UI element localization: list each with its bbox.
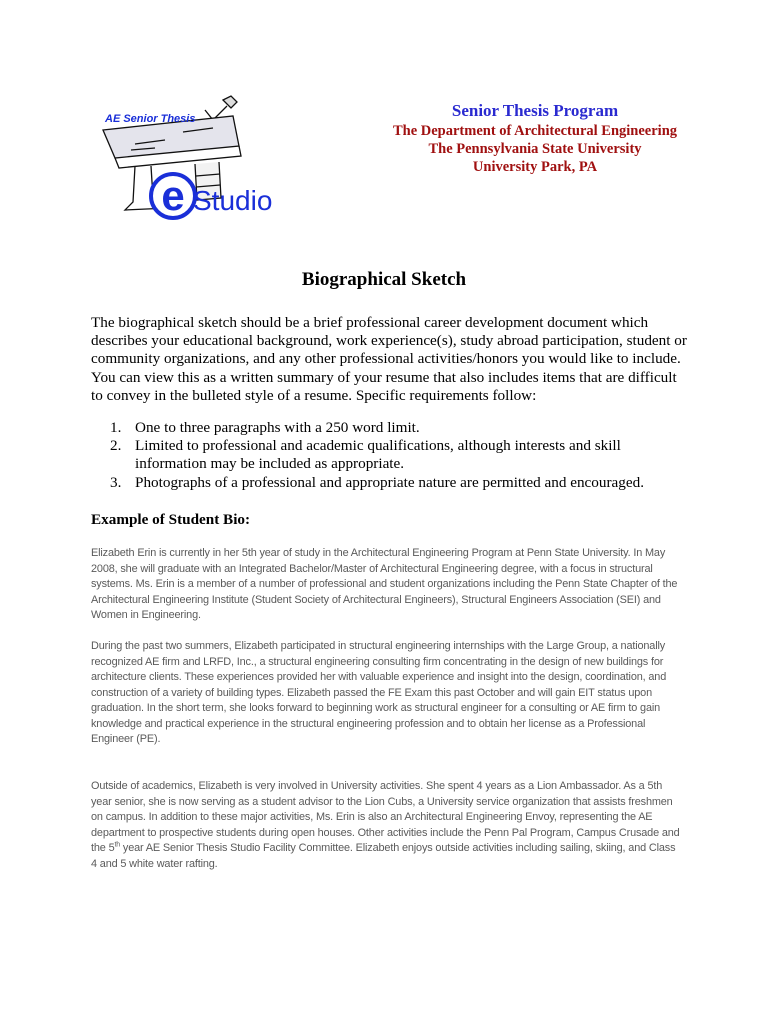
bio-paragraph-3-part-b: year AE Senior Thesis Studio Facility Committee. Elizabeth enjoys outside activities including sailing, skiing, and Class 4 and 5 white water rafting. (91, 842, 676, 870)
logo-brand-text: Studio (193, 185, 273, 216)
logo-tag-text: AE Senior Thesis (105, 113, 196, 125)
requirement-item (91, 419, 691, 437)
requirement-number: 2. (110, 437, 122, 455)
requirement-text: One to three paragraphs with a 250 word limit. (135, 419, 420, 436)
requirement-number: 3. (110, 473, 122, 491)
requirement-item (91, 437, 691, 473)
requirement-number: 1. (110, 419, 122, 436)
requirement-text: Photographs of a professional and appropriate nature are permitted and encouraged. (135, 473, 645, 491)
header-block (370, 100, 700, 176)
page-title: Biographical Sketch (301, 269, 467, 290)
logo-tag (104, 113, 195, 125)
university-location: University Park, PA (472, 159, 598, 175)
requirements-list (91, 419, 691, 492)
university-name: The Pennsylvania State University (428, 141, 642, 157)
logo-brand-e: e (161, 172, 185, 219)
department-name: The Department of Architectural Engineering (392, 123, 678, 139)
ordinal-suffix: th (114, 841, 121, 849)
estudio-logo (95, 92, 295, 222)
program-title: Senior Thesis Program (451, 101, 619, 120)
bio-paragraph-3 (91, 779, 681, 872)
bio-paragraph-3-part-a: Outside of academics, Elizabeth is very involved in University activities. She spent 4 years as a Lion Ambassador. As a 5th year senior, she is now serving as a student advisor to the Lion Cubs, a University service organization that assists freshmen on campus. In addition to these major activities, Ms. Erin is also an Architectural Engineering Envoy, representing the AE department to prospective students during open houses. Other activities include the Penn Pal Program, Campus Crusade and the 5 (91, 780, 680, 854)
bio-paragraph-2: During the past two summers, Elizabeth participated in structural engineering internships with the Large Group, a nationally recognized AE firm and LRFD, Inc., a structural engineering consulting firm concentrating in the design of new buildings for architecture clients. These experiences provided her with valuable experience and insight into the design, coordination, and construction of a variety of building types. Elizabeth passed the FE Exam this past October and will gain EIT status upon graduation. In the short term, she looks forward to beginning work as structural engineer for a consulting or AE firm to gain knowledge and practical experience in the structural engineering profession and to obtain her license as a Professional Engineer (PE). (91, 640, 667, 745)
requirement-item (91, 474, 691, 492)
requirement-text: Limited to professional and academic qualifications, although interests and skill information may be included as appropriate. (135, 437, 621, 473)
example-heading: Example of Student Bio: (91, 511, 251, 528)
bio-paragraph-1: Elizabeth Erin is currently in her 5th year of study in the Architectural Engineering Program at Penn State University. In May 2008, she will graduate with an Integrated Bachelor/Master of Architectural Engineering degree, with a focus in structural systems. Ms. Erin is a member of a number of professional and student organizations including the Penn State Chapter of the Architectural Engineering Institute (Student Society of Architectural Engineers), Structural Engineers Association (SEI) and Women in Engineering. (91, 547, 678, 621)
intro-paragraph: The biographical sketch should be a brief professional career development document which describes your educational background, work experience(s), study abroad participation, student or community organizations, and any other professional activities/honors you would like to include. You can view this as a written summary of your resume that also includes items that are difficult to convey in the bulleted style of a resume. Specific requirements follow: (91, 314, 687, 404)
